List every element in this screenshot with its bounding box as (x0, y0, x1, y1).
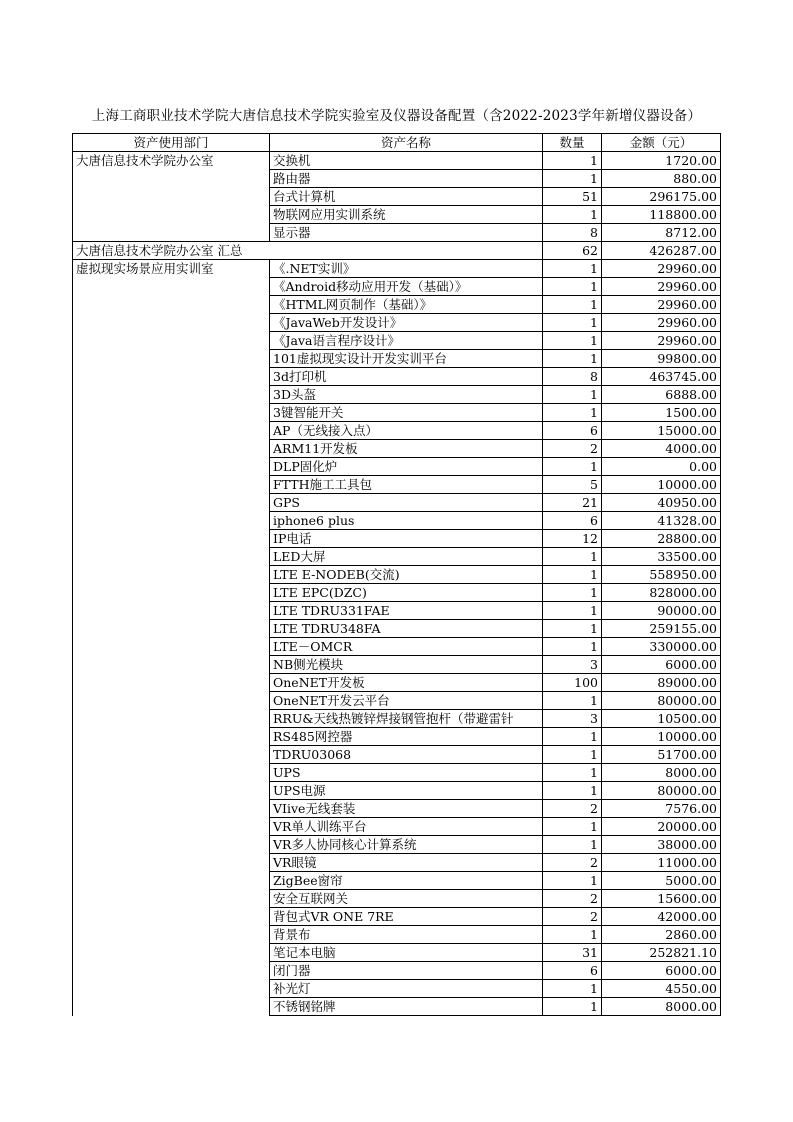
asset-name-cell: LTE TDRU331FAE (270, 602, 543, 620)
asset-name-cell: VR多人协同核心计算系统 (270, 836, 543, 854)
asset-name-cell: 显示器 (270, 224, 543, 242)
qty-cell: 1 (543, 278, 602, 296)
asset-name-cell: AP（无线接入点） (270, 422, 543, 440)
amount-cell: 51700.00 (602, 746, 721, 764)
qty-cell: 1 (543, 386, 602, 404)
asset-name-cell: NB侧光模块 (270, 656, 543, 674)
amount-cell: 20000.00 (602, 818, 721, 836)
summary-spacer (270, 242, 543, 260)
asset-name-cell: ZigBee窗帘 (270, 872, 543, 890)
header-name: 资产名称 (270, 134, 543, 152)
amount-cell: 6000.00 (602, 962, 721, 980)
asset-name-cell: LTE E-NODEB(交流) (270, 566, 543, 584)
qty-cell: 12 (543, 530, 602, 548)
qty-cell: 1 (543, 782, 602, 800)
dept-cell: 虚拟现实场景应用实训室 (73, 260, 270, 1016)
asset-name-cell: 物联网应用实训系统 (270, 206, 543, 224)
qty-cell: 51 (543, 188, 602, 206)
asset-name-cell: 《HTML网页制作（基础）》 (270, 296, 543, 314)
amount-cell: 828000.00 (602, 584, 721, 602)
qty-cell: 1 (543, 998, 602, 1016)
qty-cell: 1 (543, 620, 602, 638)
amount-cell: 8000.00 (602, 998, 721, 1016)
qty-cell: 1 (543, 404, 602, 422)
asset-name-cell: OneNET开发板 (270, 674, 543, 692)
amount-cell: 463745.00 (602, 368, 721, 386)
qty-cell: 1 (543, 296, 602, 314)
qty-cell: 21 (543, 494, 602, 512)
asset-name-cell: RS485网控器 (270, 728, 543, 746)
qty-cell: 31 (543, 944, 602, 962)
amount-cell: 29960.00 (602, 314, 721, 332)
asset-name-cell: iphone6 plus (270, 512, 543, 530)
summary-row (73, 242, 721, 260)
asset-name-cell: UPS (270, 764, 543, 782)
amount-cell: 6000.00 (602, 656, 721, 674)
qty-cell: 3 (543, 656, 602, 674)
qty-cell: 1 (543, 314, 602, 332)
amount-cell: 28800.00 (602, 530, 721, 548)
asset-name-cell: LTE EPC(DZC) (270, 584, 543, 602)
qty-cell: 3 (543, 710, 602, 728)
asset-name-cell: 101虚拟现实设计开发实训平台 (270, 350, 543, 368)
qty-cell: 2 (543, 890, 602, 908)
qty-cell: 1 (543, 548, 602, 566)
qty-cell: 1 (543, 584, 602, 602)
header-qty: 数量 (543, 134, 602, 152)
amount-cell: 8712.00 (602, 224, 721, 242)
page-title: 上海工商职业技术学院大唐信息技术学院实验室及仪器设备配置（含2022-2023学年新增仪器设备） (91, 108, 702, 124)
amount-cell: 15600.00 (602, 890, 721, 908)
qty-cell: 1 (543, 602, 602, 620)
asset-name-cell: 交换机 (270, 152, 543, 170)
amount-cell: 29960.00 (602, 296, 721, 314)
asset-name-cell: TDRU03068 (270, 746, 543, 764)
qty-cell: 2 (543, 854, 602, 872)
asset-name-cell: 补光灯 (270, 980, 543, 998)
asset-name-cell: 《Android移动应用开发（基础）》 (270, 278, 543, 296)
amount-cell: 1720.00 (602, 152, 721, 170)
asset-name-cell: 笔记本电脑 (270, 944, 543, 962)
qty-cell: 1 (543, 350, 602, 368)
asset-name-cell: GPS (270, 494, 543, 512)
qty-cell: 2 (543, 440, 602, 458)
asset-name-cell: 不锈钢铭牌 (270, 998, 543, 1016)
header-amount: 金额（元） (602, 134, 721, 152)
amount-cell: 10000.00 (602, 728, 721, 746)
amount-cell: 80000.00 (602, 782, 721, 800)
amount-cell: 880.00 (602, 170, 721, 188)
qty-cell: 2 (543, 800, 602, 818)
amount-cell: 5000.00 (602, 872, 721, 890)
qty-cell: 1 (543, 980, 602, 998)
qty-cell: 6 (543, 962, 602, 980)
qty-cell: 1 (543, 872, 602, 890)
amount-cell: 118800.00 (602, 206, 721, 224)
asset-name-cell: IP电话 (270, 530, 543, 548)
qty-cell: 1 (543, 170, 602, 188)
asset-name-cell: 3D头盔 (270, 386, 543, 404)
qty-cell: 1 (543, 818, 602, 836)
asset-name-cell: VIive无线套装 (270, 800, 543, 818)
amount-cell: 80000.00 (602, 692, 721, 710)
qty-cell: 1 (543, 332, 602, 350)
amount-cell: 41328.00 (602, 512, 721, 530)
amount-cell: 259155.00 (602, 620, 721, 638)
qty-cell: 6 (543, 512, 602, 530)
amount-cell: 558950.00 (602, 566, 721, 584)
asset-name-cell: 3键智能开关 (270, 404, 543, 422)
amount-cell: 0.00 (602, 458, 721, 476)
asset-name-cell: LED大屏 (270, 548, 543, 566)
amount-cell: 7576.00 (602, 800, 721, 818)
summary-qty: 62 (543, 242, 602, 260)
amount-cell: 252821.10 (602, 944, 721, 962)
amount-cell: 89000.00 (602, 674, 721, 692)
header-dept: 资产使用部门 (73, 134, 270, 152)
amount-cell: 6888.00 (602, 386, 721, 404)
qty-cell: 8 (543, 224, 602, 242)
amount-cell: 2860.00 (602, 926, 721, 944)
qty-cell: 1 (543, 206, 602, 224)
amount-cell: 10000.00 (602, 476, 721, 494)
amount-cell: 29960.00 (602, 260, 721, 278)
table-body (73, 152, 721, 1016)
asset-name-cell: 《.NET实训》 (270, 260, 543, 278)
equipment-table (72, 133, 721, 1016)
qty-cell: 1 (543, 152, 602, 170)
summary-label: 大唐信息技术学院办公室 汇总 (73, 242, 270, 260)
asset-name-cell: ARM11开发板 (270, 440, 543, 458)
amount-cell: 11000.00 (602, 854, 721, 872)
qty-cell: 5 (543, 476, 602, 494)
amount-cell: 29960.00 (602, 332, 721, 350)
asset-name-cell: 《Java语言程序设计》 (270, 332, 543, 350)
qty-cell: 1 (543, 638, 602, 656)
asset-name-cell: 背包式VR ONE 7RE (270, 908, 543, 926)
qty-cell: 2 (543, 908, 602, 926)
asset-name-cell: 3d打印机 (270, 368, 543, 386)
amount-cell: 90000.00 (602, 602, 721, 620)
qty-cell: 100 (543, 674, 602, 692)
asset-name-cell: VR眼镜 (270, 854, 543, 872)
dept-cell: 大唐信息技术学院办公室 (73, 152, 270, 242)
table-row (73, 152, 721, 170)
asset-name-cell: RRU&天线热镀锌焊接钢管抱杆（带避雷针 (270, 710, 543, 728)
table-row (73, 260, 721, 278)
asset-name-cell: OneNET开发云平台 (270, 692, 543, 710)
amount-cell: 8000.00 (602, 764, 721, 782)
asset-name-cell: 《JavaWeb开发设计》 (270, 314, 543, 332)
asset-name-cell: 背景布 (270, 926, 543, 944)
asset-name-cell: UPS电源 (270, 782, 543, 800)
qty-cell: 1 (543, 566, 602, 584)
summary-amount: 426287.00 (602, 242, 721, 260)
asset-name-cell: LTE TDRU348FA (270, 620, 543, 638)
amount-cell: 38000.00 (602, 836, 721, 854)
table-header-row (73, 134, 721, 152)
amount-cell: 1500.00 (602, 404, 721, 422)
amount-cell: 296175.00 (602, 188, 721, 206)
qty-cell: 1 (543, 746, 602, 764)
qty-cell: 1 (543, 836, 602, 854)
qty-cell: 1 (543, 926, 602, 944)
amount-cell: 330000.00 (602, 638, 721, 656)
qty-cell: 6 (543, 422, 602, 440)
asset-name-cell: 路由器 (270, 170, 543, 188)
amount-cell: 4550.00 (602, 980, 721, 998)
amount-cell: 33500.00 (602, 548, 721, 566)
qty-cell: 1 (543, 260, 602, 278)
asset-name-cell: 台式计算机 (270, 188, 543, 206)
qty-cell: 1 (543, 764, 602, 782)
amount-cell: 29960.00 (602, 278, 721, 296)
asset-name-cell: VR单人训练平台 (270, 818, 543, 836)
asset-name-cell: 安全互联网关 (270, 890, 543, 908)
asset-name-cell: 闭门器 (270, 962, 543, 980)
amount-cell: 15000.00 (602, 422, 721, 440)
qty-cell: 8 (543, 368, 602, 386)
amount-cell: 10500.00 (602, 710, 721, 728)
asset-name-cell: LTE－OMCR (270, 638, 543, 656)
asset-name-cell: DLP固化炉 (270, 458, 543, 476)
asset-name-cell: FTTH施工工具包 (270, 476, 543, 494)
amount-cell: 99800.00 (602, 350, 721, 368)
qty-cell: 1 (543, 728, 602, 746)
amount-cell: 42000.00 (602, 908, 721, 926)
amount-cell: 40950.00 (602, 494, 721, 512)
qty-cell: 1 (543, 692, 602, 710)
qty-cell: 1 (543, 458, 602, 476)
amount-cell: 4000.00 (602, 440, 721, 458)
